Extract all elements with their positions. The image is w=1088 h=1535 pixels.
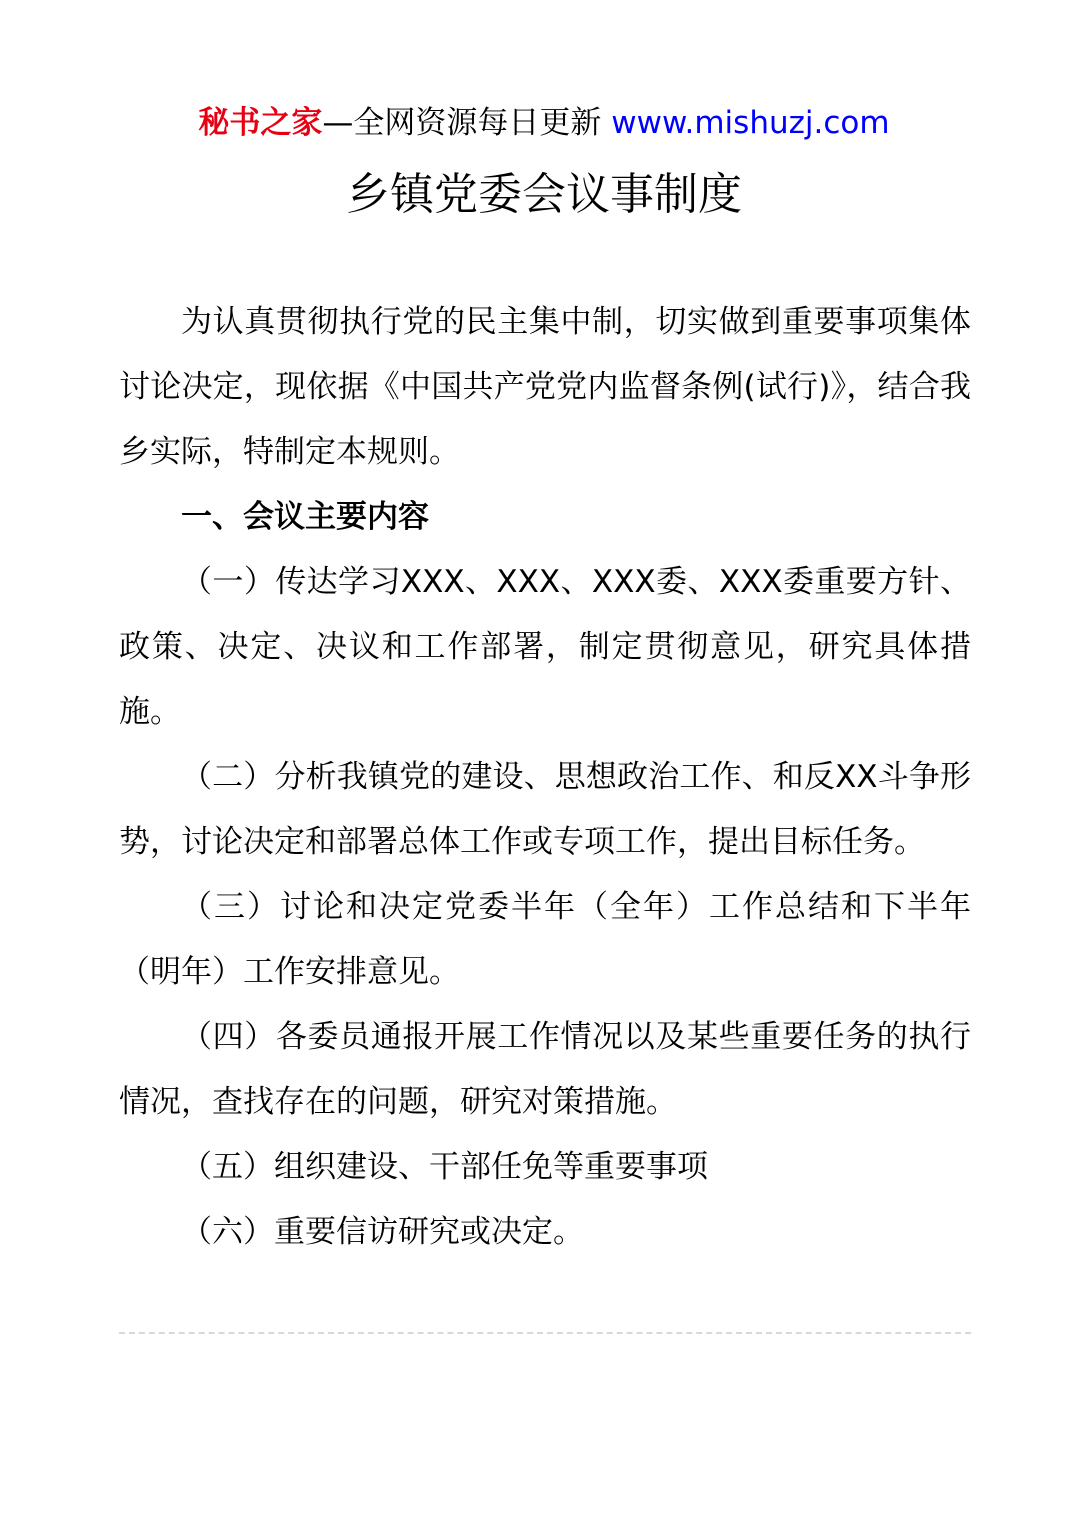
list-item: （三）讨论和决定党委半年（全年）工作总结和下半年（明年）工作安排意见。 [119,889,971,990]
site-tagline: —全网资源每日更新 [322,105,602,141]
list-item: （四）各委员通报开展工作情况以及某些重要任务的执行情况，查找存在的问题，研究对策措施。 [119,1019,971,1120]
page-break-divider [119,1332,971,1334]
section-heading: 一、会议主要内容 [181,499,429,535]
intro-paragraph: 为认真贯彻执行党的民主集中制，切实做到重要事项集体讨论决定，现依据《中国共产党党内监督条例(试行)》，结合我乡实际，特制定本规则。 [119,304,971,470]
site-url-link[interactable]: www.mishuzj.com [611,105,890,141]
list-item: （六）重要信访研究或决定。 [181,1214,584,1250]
site-brand: 秘书之家 [198,105,323,141]
list-item: （二）分析我镇党的建设、思想政治工作、和反XX斗争形势，讨论决定和部署总体工作或专项工作，提出目标任务。 [119,759,971,860]
list-item: （五）组织建设、干部任免等重要事项 [181,1149,708,1185]
document-title: 乡镇党委会议事制度 [346,169,742,220]
document-body [119,290,971,1265]
list-item: （一）传达学习XXX、XXX、XXX委、XXX委重要方针、政策、决定、决议和工作部署，制定贯彻意见，研究具体措施。 [119,564,971,730]
site-header [0,100,1088,146]
